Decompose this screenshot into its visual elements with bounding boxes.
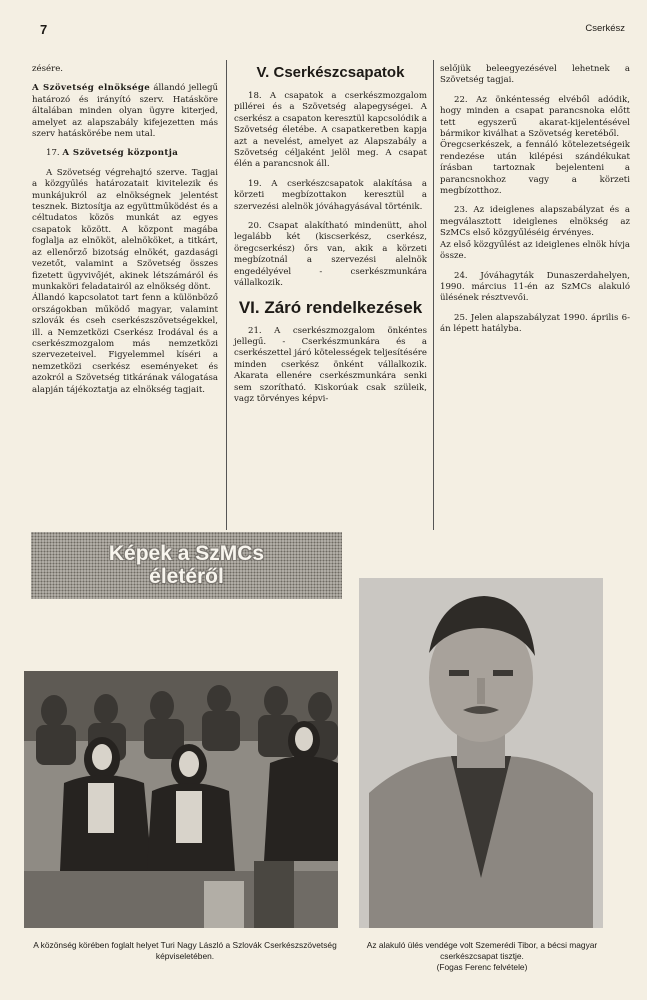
column-divider	[433, 60, 434, 530]
running-title: Cserkész	[585, 23, 625, 34]
text-column-1	[32, 64, 218, 404]
banner-line: életéről	[149, 565, 224, 588]
bold-term: A Szövetség elnöksége	[32, 83, 151, 94]
paragraph: Az első közgyűlést az ideiglenes elnök hívja össze.	[440, 239, 630, 262]
banner-line: Képek a SzMCs	[108, 542, 265, 565]
bold-term: A Szövetség központja	[62, 148, 179, 159]
paragraph: Állandó kapcsolatot tart fenn a különböző országokban működő magyar, valamint szlovák és cseh cserkészszövetségekkel, ill. a Nemzetközi Cserkész Irodával és a cserkészmozgalom más nemzetközi szervezeteivel. Figyelemmel kíséri a nemzetközi cserkész eseményeket és azokról a Szövetség titkárának válogatása alapján tájékoztatja az elnökség tagjait.	[32, 293, 218, 395]
section-title: VI. Záró rendelkezések	[238, 297, 423, 317]
caption-text: Az alakuló ülés vendége volt Szemerédi Tibor, a bécsi magyar cserkészcsapat tisztje.	[366, 940, 598, 961]
photo-section-banner	[31, 532, 342, 599]
paragraph: 25. Jelen alapszabályzat 1990. április 6-án lépett hatályba.	[440, 312, 630, 335]
banner-title	[31, 542, 342, 588]
portrait-photo-image	[359, 578, 603, 928]
paragraph: A Szövetség végrehajtó szerve. Tagjai a közgyűlés határozatait kivitelezik és munkájukról az elnökségnek jelentést tesznek. Biztosítja az együttműködést és a céltudatos közös munkát az egyes csapatok között. A központ magába foglalja az elnököt, alelnököket, a titkárt, az ellenőrző bizotság elnökét, gazdasági vezetőt, valamint a Szövetség összes fizetett ügyvivőjét, akinek létszámáról és munkaköri feladatairól az elnökség dönt.	[32, 167, 218, 292]
paragraph: 24. Jóváhagyták Dunaszerdahelyen, 1990. március 11-én az SzMCs alakuló ülésének résztvevői.	[440, 270, 630, 304]
paragraph: 20. Csapat alakítható mindenütt, ahol legalább két (kiscserkész, cserkész, öregcserkész) őrs van, akik a körzeti megbízotnál a szervezési alelnök engedélyével - cserkészmunkára vállalkozik.	[234, 221, 427, 289]
audience-photo	[24, 671, 338, 928]
paragraph	[32, 83, 218, 140]
photo-caption	[360, 940, 604, 972]
paragraph: 18. A csapatok a cserkészmozgalom pillérei és a Szövetség alapegységei. A cserkész a csapaton keresztül kapcsolódik a Szövetség életébe. A csapatkeretben kapja azt a nevelést, amelyet az Alapszabály a Szövetség céljaként jelöl meg. A csapat élén a parancsnok áll.	[234, 91, 427, 170]
page-number: 7	[40, 22, 48, 37]
paragraph: 22. Az önkéntesség elvéből adódik, hogy minden a csapat parancsnoka előtt tett egyszerű akarat-kijelentésével bármikor kiválhat a Szövetség keretéből.	[440, 94, 630, 140]
text-column-3	[440, 64, 630, 344]
paragraph: Öregcserkészek, a fennáló kötelezetségeik rendezése után kilépési szándékukat írásban tartoznak bejelenteni a parancsnokhoz vagy a körzeti megbízotthoz.	[440, 140, 630, 197]
paragraph-text: állandó jellegű határozó és irányító szerv. Hatásköre általában minden olyan ügyre kiterjed, amelyet az alapszabály kifejezetten más szerv hatáskörébe nem utal.	[32, 83, 218, 140]
article-number: 17.	[46, 148, 63, 159]
paragraph: 21. A cserkészmozgalom önkéntes jellegű. - Cserkészmunkára és a cserkészettel járó kötelességek teljesítésére minden cserkész önként vállalkozik. Akarata ellenére cserkészmunkára senki sem szorítható. Kiskorúak csak szüleik, vagz törvényes képvi-	[234, 325, 427, 404]
paragraph: 23. Az ideiglenes alapszabályzat és a megválasztott ideiglenes elnökség az SzMCs első közgyűléséig érvényes.	[440, 205, 630, 239]
paragraph: selőjük beleegyezésével lehetnek a Szövetség tagjai.	[440, 64, 630, 86]
article-heading	[32, 148, 218, 159]
photo-caption: A közönség körében foglalt helyet Turi Nagy László a Szlovák Cserkészszövetség képviseletében.	[33, 940, 337, 961]
section-title: V. Cserkészcsapatok	[256, 64, 405, 81]
paragraph: 19. A cserkészcsapatok alakítása a körzeti megbízottakon keresztül a szervezési alelnök jóváhagyásával történik.	[234, 178, 427, 212]
audience-photo-image	[24, 671, 338, 928]
text-column-2	[234, 64, 427, 413]
photo-credit: (Fogas Ferenc felvétele)	[436, 961, 528, 972]
column-divider	[226, 60, 227, 530]
portrait-photo	[359, 578, 603, 928]
paragraph: zésére.	[32, 64, 64, 74]
